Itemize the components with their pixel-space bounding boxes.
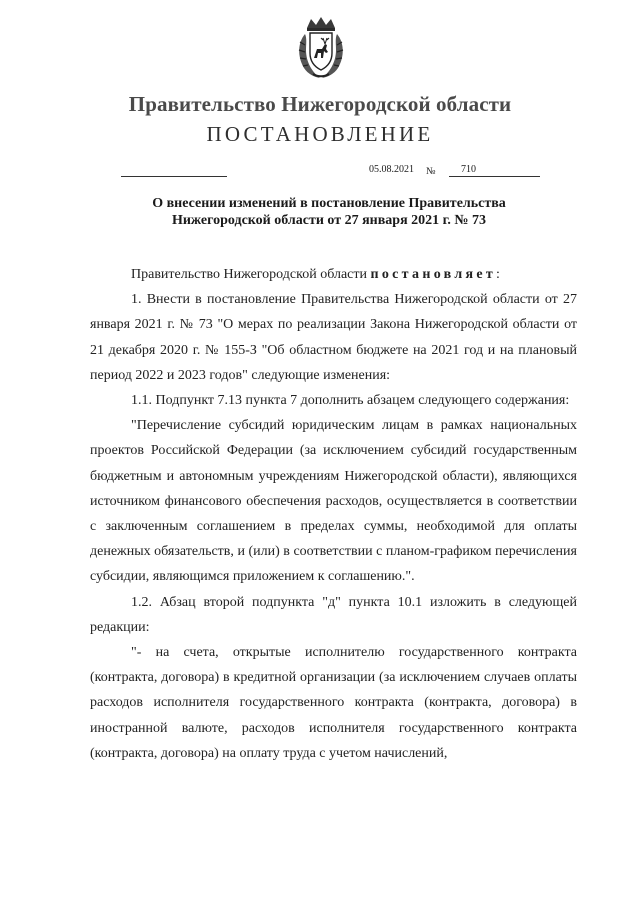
document-body xyxy=(90,262,577,766)
number-sign: № xyxy=(426,166,436,177)
title-line-2: Нижегородской области от 27 января 2021 г. № 73 xyxy=(171,213,487,228)
preamble-colon: : xyxy=(496,267,500,282)
blank-date-line xyxy=(121,176,227,177)
paragraph-1-2: 1.2. Абзац второй подпункта "д" пункта 10.1 изложить в следующей редакции: xyxy=(90,594,577,635)
paragraph-quote-1: "Перечисление субсидий юридическим лицам в рамках национальных проектов Российской Федерации (за исключением субсидий государственным бюджетным и автономным учреждениям Нижегородской области), являющихся источником финансового обеспечения расходов, осуществляется в соответствии с заключенным соглашением в пределах суммы, необходимой для оплаты денежных обязательств, и (или) в соответствии с планом-графиком перечисления субсидии, являющимся приложением к соглашению.". xyxy=(90,418,577,585)
document-title xyxy=(80,195,578,229)
paragraph-1: 1. Внести в постановление Правительства Нижегородской области от 27 января 2021 г. № 73 "О мерах по реализации Закона Нижегородской области от 21 декабря 2020 г. № 155-З "Об областном бюджете на 2021 год и на плановый период 2022 и 2023 годов" следующие изменения: xyxy=(90,292,577,383)
preamble-subject: Правительство Нижегородской области xyxy=(131,267,367,282)
document-type: ПОСТАНОВЛЕНИЕ xyxy=(206,122,434,146)
organization-name: Правительство Нижегородской области xyxy=(128,92,512,116)
coat-of-arms-icon xyxy=(296,16,346,80)
paragraph-quote-2: "- на счета, открытые исполнителю государственного контракта (контракта, договора) в кредитной организации (за исключением случаев оплаты расходов исполнителя государственного контракта (контракта, договора) в иностранной валюте, расходов исполнителя государственного контракта (контракта, договора) на оплату труда с учетом начислений, xyxy=(90,645,577,761)
document-date: 05.08.2021 xyxy=(369,164,414,175)
paragraph-1-1: 1.1. Подпункт 7.13 пункта 7 дополнить абзацем следующего содержания: xyxy=(131,393,570,409)
title-line-1: О внесении изменений в постановление Правительства xyxy=(152,196,506,211)
preamble xyxy=(90,262,577,287)
preamble-verb: постановляет xyxy=(370,267,497,282)
document-number: 710 xyxy=(449,164,540,177)
